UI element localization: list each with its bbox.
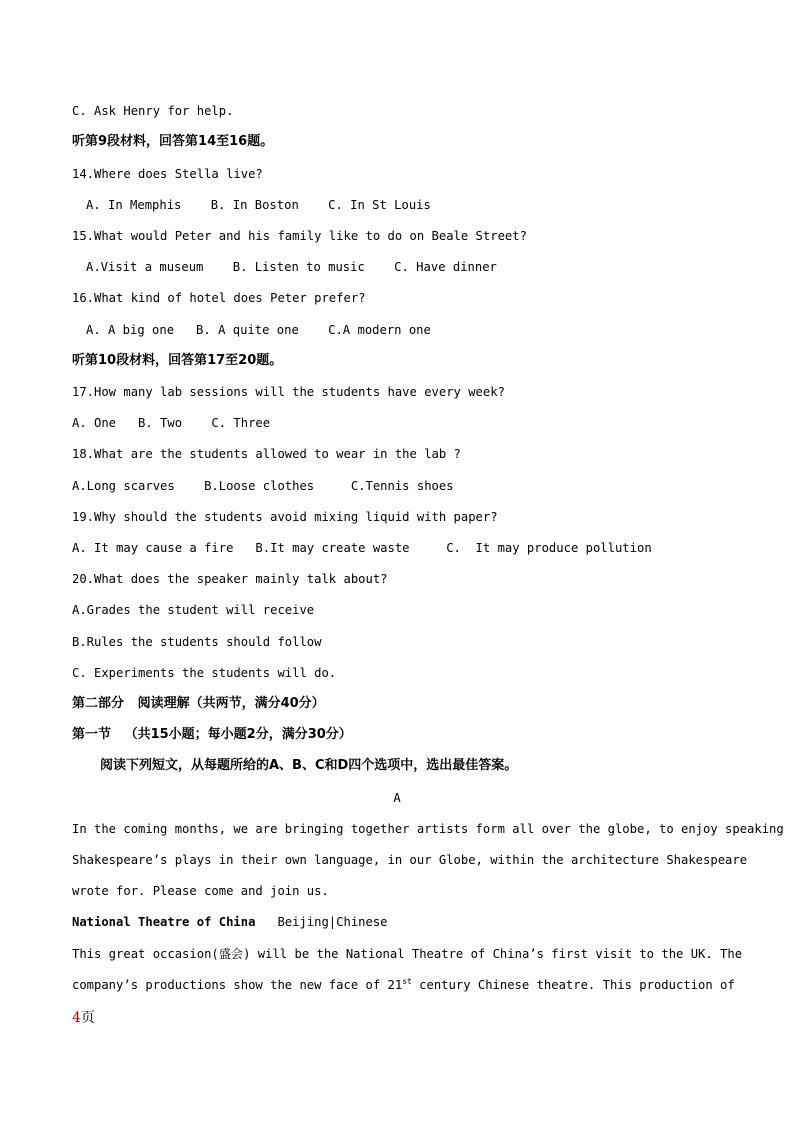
- question-20-option-a: A.Grades the student will receive: [72, 603, 315, 617]
- question-16-options: A. A big one B. A quite one C.A modern one: [86, 323, 431, 337]
- question-15: 15.What would Peter and his family like to do on Beale Street?: [72, 229, 527, 243]
- question-14-options: A. In Memphis B. In Boston C. In St Louis: [86, 198, 431, 212]
- question-14: 14.Where does Stella live?: [72, 167, 263, 181]
- question-19-options: A. It may cause a fire B.It may create waste C. It may produce pollution: [72, 541, 652, 555]
- passage-label-a: A: [393, 791, 401, 805]
- passage-line-5-part-2: century Chinese theatre. This production of: [411, 978, 735, 992]
- question-20-option-c: C. Experiments the students will do.: [72, 666, 337, 680]
- reading-instructions: 阅读下列短文，从每题所给的A、B、C和D四个选项中，选出最佳答案。: [100, 758, 518, 773]
- question-20: 20.What does the speaker mainly talk about?: [72, 572, 388, 586]
- passage-paragraph-line-5: [72, 977, 735, 993]
- theatre-location: Beijing|Chinese: [255, 915, 388, 929]
- question-17: 17.How many lab sessions will the students have every week?: [72, 385, 505, 399]
- option-c-ask-henry: C. Ask Henry for help.: [72, 104, 234, 118]
- question-19: 19.Why should the students avoid mixing liquid with paper?: [72, 510, 498, 524]
- section-heading-passage-9: 听第9段材料，回答第14至16题。: [72, 134, 274, 149]
- passage-paragraph-line-1: In the coming months, we are bringing together artists form all over the globe, to enjoy speaking: [72, 822, 784, 836]
- page-unit: 页: [80, 1010, 95, 1026]
- page-footer: [72, 1007, 95, 1027]
- passage-paragraph-line-4: This great occasion(盛会) will be the National Theatre of China’s first visit to the UK. The: [72, 947, 743, 961]
- passage-paragraph-line-3: wrote for. Please come and join us.: [72, 884, 329, 898]
- section-heading-passage-10: 听第10段材料，回答第17至20题。: [72, 353, 283, 368]
- question-18: 18.What are the students allowed to wear in the lab ?: [72, 447, 461, 461]
- question-20-option-b: B.Rules the students should follow: [72, 635, 322, 649]
- page-number: 4: [72, 1010, 81, 1026]
- superscript-st: st: [402, 977, 412, 986]
- question-15-options: A.Visit a museum B. Listen to music C. Have dinner: [86, 260, 497, 274]
- question-18-options: A.Long scarves B.Loose clothes C.Tennis shoes: [72, 479, 454, 493]
- passage-line-5-part-1: company’s productions show the new face of 21: [72, 978, 403, 992]
- question-17-options: A. One B. Two C. Three: [72, 416, 271, 430]
- question-16: 16.What kind of hotel does Peter prefer?: [72, 291, 366, 305]
- theatre-entry-heading: [72, 914, 388, 930]
- part-two-heading: 第二部分 阅读理解（共两节，满分40分）: [72, 696, 325, 711]
- theatre-name: National Theatre of China: [72, 915, 256, 929]
- passage-paragraph-line-2: Shakespeare’s plays in their own language, in our Globe, within the architecture Shakespeare: [72, 853, 748, 867]
- section-one-heading: 第一节 （共15小题；每小题2分，满分30分）: [72, 727, 352, 742]
